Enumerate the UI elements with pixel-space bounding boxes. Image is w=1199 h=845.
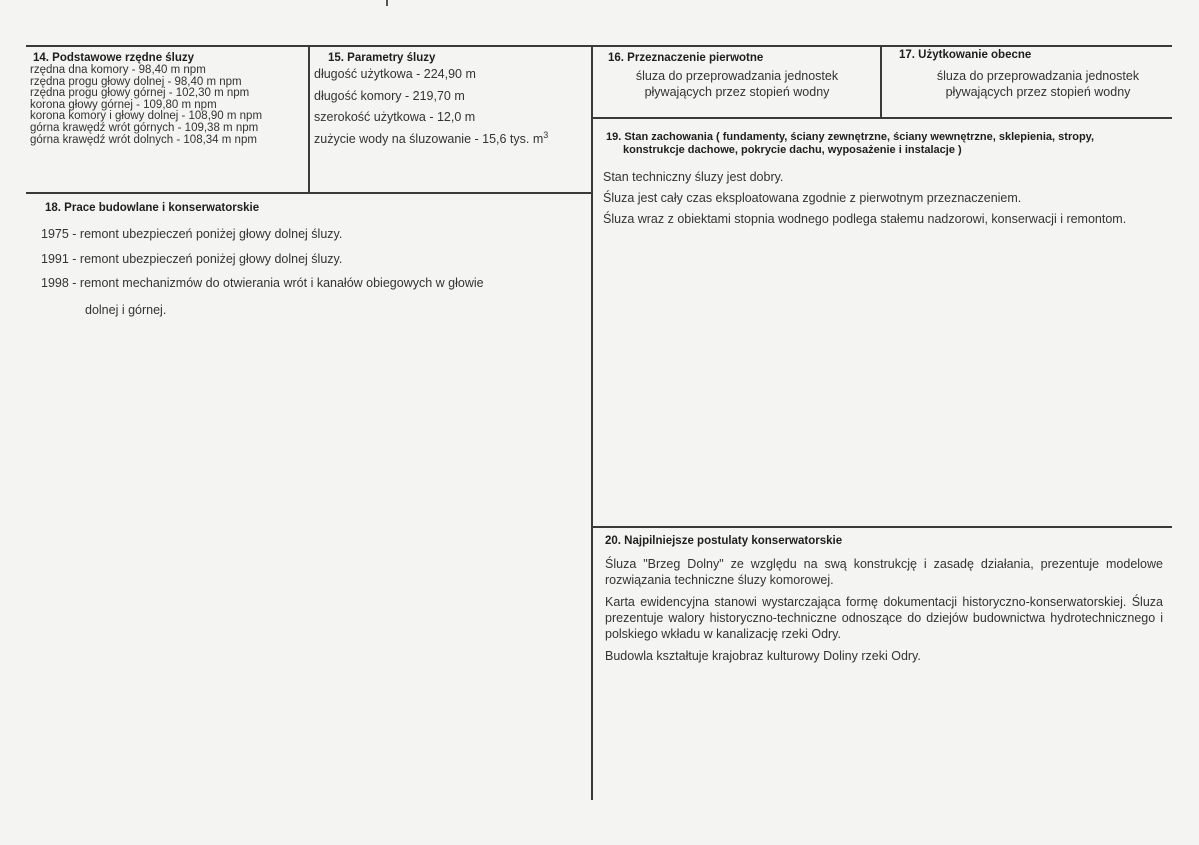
edge-mark xyxy=(386,0,388,6)
section-20 xyxy=(605,535,1163,664)
section-19 xyxy=(603,131,1161,227)
section-17-text-line: śluza do przeprowadzania jednostek xyxy=(936,69,1140,83)
section-18-title: 18. Prace budowlane i konserwatorskie xyxy=(45,202,260,214)
section-20-title: 20. Najpilniejsze postulaty konserwatorskie xyxy=(605,535,843,547)
section-14-line: górna krawędź wrót dolnych - 108,34 m npm xyxy=(30,133,257,146)
section-16-title: 16. Przeznaczenie pierwotne xyxy=(608,52,764,64)
divider-right-row2 xyxy=(591,526,1172,528)
section-15-line: długość użytkowa - 224,90 m xyxy=(314,67,476,81)
divider-right-row1 xyxy=(591,117,1172,119)
section-18-continuation: dolnej i górnej. xyxy=(85,302,167,317)
section-18 xyxy=(34,202,584,322)
section-15-water-use: zużycie wody na śluzowanie - 15,6 tys. $m^3$ xyxy=(314,129,549,146)
section-17 xyxy=(885,49,1169,100)
section-17-text-line: pływających przez stopień wodny xyxy=(945,85,1131,99)
cubic-superscript: 3 xyxy=(543,129,549,140)
section-20-paragraph: Budowla kształtuje krajobraz kulturowy Doliny rzeki Odry. xyxy=(605,649,921,663)
section-15-title: 15. Parametry śluzy xyxy=(328,52,436,64)
section-18-item: 1998 - remont mechanizmów do otwierania wrót i kanałów obiegowych w głowie xyxy=(41,276,484,290)
section-19-paragraph: Stan techniczny śluzy jest dobry. xyxy=(603,170,784,184)
section-14-title: 14. Podstawowe rzędne śluzy xyxy=(33,52,195,64)
section-19-title-line: 19. Stan zachowania ( fundamenty, ściany zewnętrzne, ściany wewnętrzne, sklepienia, stropy, xyxy=(606,131,1095,143)
section-19-paragraph: Śluza jest cały czas eksploatowana zgodnie z pierwotnym przeznaczeniem. xyxy=(603,191,1022,205)
section-16-text-line: śluza do przeprowadzania jednostek xyxy=(635,69,839,83)
main-vertical-divider xyxy=(591,45,593,800)
section-16-text-line: pływających przez stopień wodny xyxy=(644,85,830,99)
section-16 xyxy=(597,52,877,100)
section-18-item: 1975 - remont ubezpieczeń poniżej głowy dolnej śluzy. xyxy=(41,227,343,241)
section-17-title: 17. Użytkowanie obecne xyxy=(899,49,1032,61)
section-15-line: długość komory - 219,70 m xyxy=(314,88,465,103)
section-20-paragraph: Śluza "Brzeg Dolny" ze względu na swą konstrukcję i zasadę działania, prezentuje modelowe rozwiązania techniczne śluzy komorowej. xyxy=(605,557,1163,587)
divider-left-row xyxy=(26,192,592,194)
section-19-paragraph: Śluza wraz z obiektami stopnia wodnego podlega stałemu nadzorowi, konserwacji i remontom. xyxy=(603,212,1127,226)
section-14-line: korona komory i głowy dolnej - 108,90 m npm xyxy=(30,110,263,123)
section-14-line: górna krawędź wrót górnych - 109,38 m npm xyxy=(30,121,259,134)
section-15 xyxy=(314,52,590,150)
section-14-line: rzędna dna komory - 98,40 m npm xyxy=(30,64,206,76)
divider-14-15 xyxy=(308,45,310,193)
section-14-line: korona głowy górnej - 109,80 m npm xyxy=(30,98,217,111)
section-19-title-line: konstrukcje dachowe, pokrycie dachu, wyposażenie i instalacje ) xyxy=(623,144,962,156)
section-14-line: rzędna progu głowy górnej - 102,30 m npm xyxy=(30,87,250,100)
divider-16-17 xyxy=(880,45,882,117)
section-14-line: rzędna progu głowy dolnej - 98,40 m npm xyxy=(30,75,242,88)
section-14 xyxy=(30,52,306,146)
section-18-item: 1991 - remont ubezpieczeń poniżej głowy dolnej śluzy. xyxy=(41,251,343,266)
section-15-line: szerokość użytkowa - 12,0 m xyxy=(314,110,476,124)
section-20-paragraph: Karta ewidencyjna stanowi wystarczająca formę dokumentacji historyczno-konserwatorskiej. Śluza prezentuje walory historyczno-techniczne odnoszące do dziejów budownictwa hydrotechnicznego i polskiego wkładu w kanalizację rzeki Odry. xyxy=(605,595,1163,641)
top-border-line xyxy=(26,45,1172,47)
